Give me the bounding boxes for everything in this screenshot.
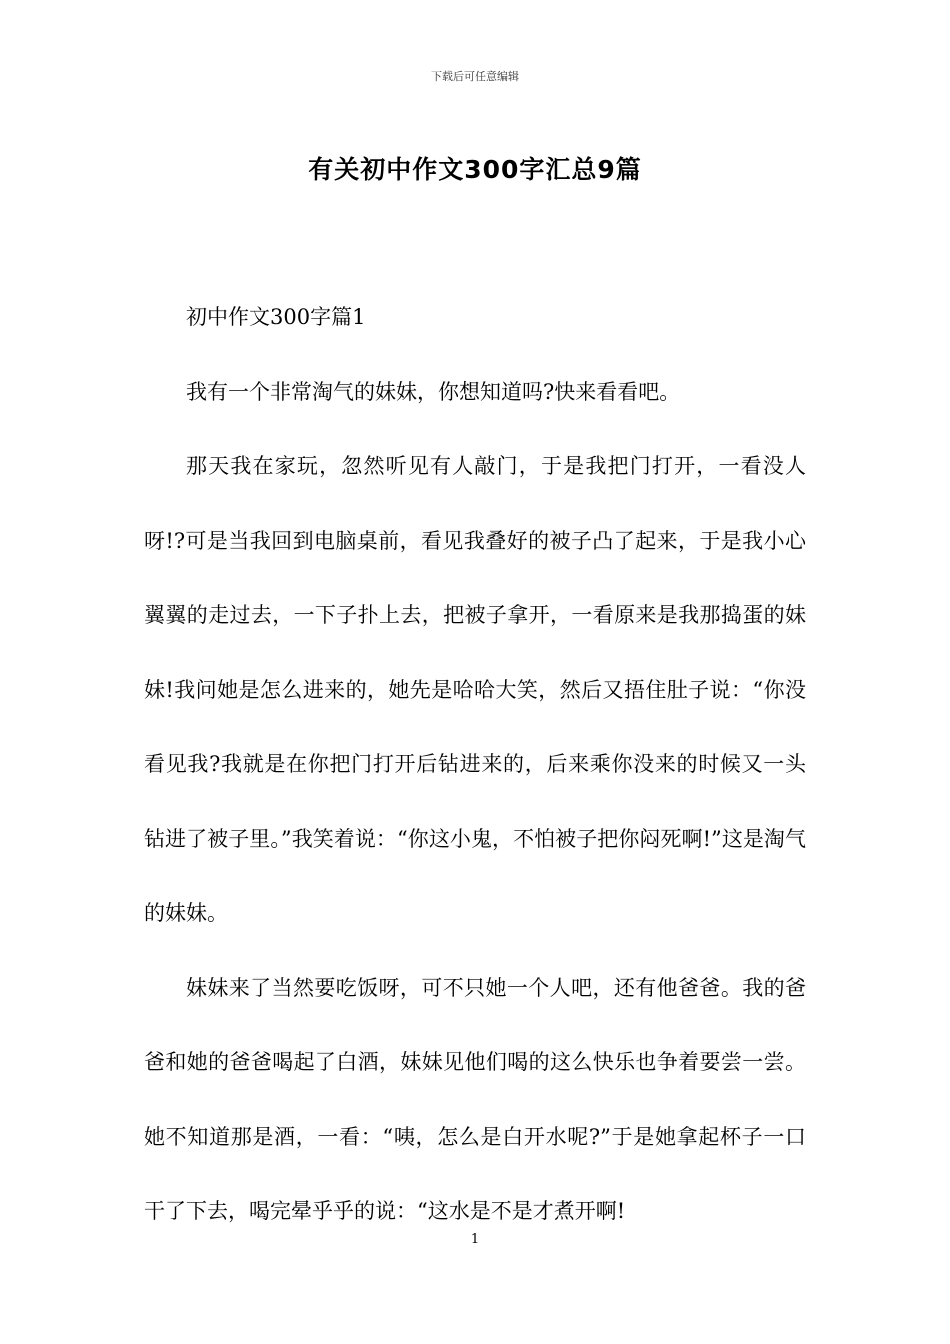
page-number: 1 <box>470 1232 480 1247</box>
paragraph: 妹妹来了当然要吃饭呀，可不只她一个人吧，还有他爸爸。我的爸爸和她的爸爸喝起了白酒，妹妹见他们喝的这么快乐也争着要尝一尝。她不知道那是酒，一看：“咦，怎么是白开水呢?”于是她拿起杯子一口干了下去，喝完晕乎乎的说：“这水是不是才煮开啊! <box>144 975 806 1223</box>
section-heading: 初中作文300字篇1 <box>186 305 366 329</box>
paragraph: 我有一个非常淘气的妹妹，你想知道吗?快来看看吧。 <box>186 379 681 404</box>
document-body <box>144 280 806 1249</box>
paragraph: 那天我在家玩，忽然听见有人敲门，于是我把门打开，一看没人呀!?可是当我回到电脑桌前，看见我叠好的被子凸了起来，于是我小心翼翼的走过去，一下子扑上去，把被子拿开，一看原来是我那捣蛋的妹妹!我问她是怎么进来的，她先是哈哈大笑，然后又捂住肚子说：“你没看见我?我就是在你把门打开后钻进来的，后来乘你没来的时候又一头钻进了被子里。”我笑着说：“你这小鬼，不怕被子把你闷死啊!”这是淘气的妹妹。 <box>144 454 806 925</box>
header-note: 下载后可任意编辑 <box>431 70 519 83</box>
document-title: 有关初中作文300字汇总9篇 <box>308 155 642 184</box>
